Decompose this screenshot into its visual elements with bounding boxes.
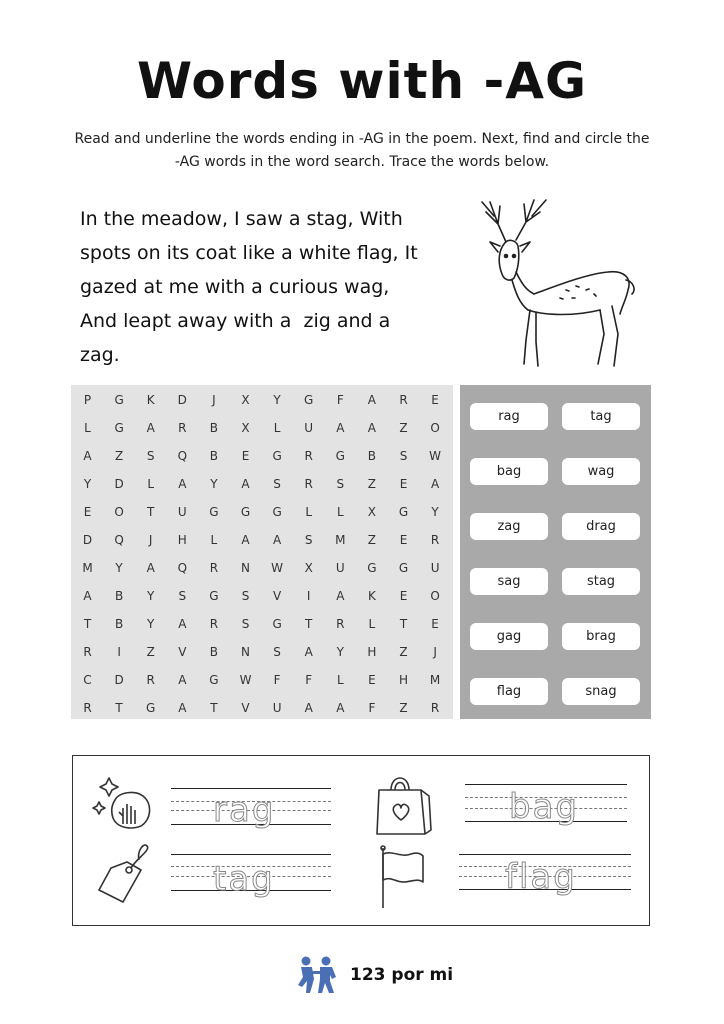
grid-letter[interactable]: R [430, 533, 440, 547]
grid-letter[interactable]: A [83, 589, 92, 603]
shopping-bag-icon [371, 768, 435, 838]
grid-letter[interactable]: A [241, 477, 250, 491]
grid-letter[interactable]: A [83, 449, 92, 463]
grid-letter[interactable]: S [178, 589, 187, 603]
grid-letter[interactable]: D [114, 477, 124, 491]
grid-letter[interactable]: U [177, 505, 187, 519]
grid-letter[interactable]: J [433, 645, 437, 659]
trace-word-tag: tag [213, 859, 275, 899]
grid-letter[interactable]: J [148, 533, 153, 547]
grid-letter[interactable]: E [83, 505, 92, 519]
flag-icon [377, 844, 425, 910]
grid-letter[interactable]: R [83, 701, 92, 715]
grid-letter[interactable]: R [146, 673, 155, 687]
grid-letter[interactable]: Y [431, 505, 439, 519]
grid-letter[interactable]: F [305, 673, 313, 687]
grid-letter[interactable]: A [336, 701, 345, 715]
grid-letter[interactable]: E [241, 449, 250, 463]
grid-letter[interactable]: A [178, 701, 187, 715]
word-bank-item: zag [470, 513, 548, 540]
grid-letter[interactable]: A [241, 533, 250, 547]
grid-letter[interactable]: A [146, 421, 155, 435]
grid-letter[interactable]: X [367, 505, 376, 519]
grid-letter[interactable]: E [431, 617, 439, 631]
grid-letter[interactable]: H [367, 645, 377, 659]
grid-letter[interactable]: F [273, 673, 281, 687]
grid-letter[interactable]: G [146, 701, 156, 715]
grid-letter[interactable]: L [273, 421, 281, 435]
grid-letter[interactable]: S [241, 617, 250, 631]
grid-letter[interactable]: V [241, 701, 250, 715]
grid-letter[interactable]: M [335, 533, 346, 547]
grid-letter[interactable]: B [209, 421, 218, 435]
grid-letter[interactable]: R [209, 617, 219, 631]
grid-letter[interactable]: A [178, 617, 187, 631]
grid-letter[interactable]: M [429, 673, 441, 687]
grid-letter[interactable]: A [178, 477, 187, 491]
word-bank-item: drag [562, 513, 640, 540]
grid-letter[interactable]: G [209, 673, 219, 687]
grid-letter[interactable]: Y [336, 645, 344, 659]
grid-letter[interactable]: B [209, 645, 218, 659]
grid-letter[interactable]: Y [210, 477, 218, 491]
grid-letter[interactable]: W [239, 673, 252, 687]
grid-letter[interactable]: D [82, 533, 93, 547]
grid-letter[interactable]: S [273, 477, 281, 491]
grid-letter[interactable]: R [399, 393, 408, 407]
grid-letter[interactable]: S [304, 533, 313, 547]
grid-letter[interactable]: N [241, 561, 250, 575]
grid-letter[interactable]: A [304, 701, 313, 715]
grid-letter[interactable]: O [430, 589, 440, 603]
grid-letter[interactable]: L [368, 617, 376, 631]
grid-letter[interactable]: A [430, 477, 440, 491]
grid-letter[interactable]: Z [146, 645, 155, 659]
grid-letter[interactable]: G [209, 589, 219, 603]
grid-letter[interactable]: G [114, 421, 124, 435]
grid-letter[interactable]: S [336, 477, 345, 491]
grid-letter[interactable]: B [367, 449, 376, 463]
grid-letter[interactable]: Z [399, 421, 408, 435]
grid-letter[interactable]: B [114, 589, 124, 603]
grid-letter[interactable]: A [336, 421, 345, 435]
grid-letter[interactable]: R [430, 701, 440, 715]
grid-letter[interactable]: X [241, 421, 250, 435]
word-bank-item: flag [470, 678, 548, 705]
poem-line: spots on its coat like a white flag, It [80, 242, 418, 264]
grid-letter[interactable]: Z [367, 477, 376, 491]
grid-letter[interactable]: A [336, 589, 345, 603]
grid-letter[interactable]: D [114, 673, 124, 687]
grid-letter[interactable]: R [304, 477, 313, 491]
deer-illustration [476, 194, 638, 372]
brand-name: 123 por mi [350, 965, 454, 985]
grid-letter[interactable]: N [241, 645, 250, 659]
grid-letter[interactable]: S [273, 645, 281, 659]
grid-letter[interactable]: X [241, 393, 250, 407]
grid-letter[interactable]: F [336, 393, 344, 407]
kids-logo-icon [294, 955, 340, 995]
grid-letter[interactable]: S [399, 449, 408, 463]
grid-letter[interactable]: T [305, 617, 313, 631]
grid-letter[interactable]: R [209, 561, 219, 575]
grid-letter[interactable]: H [398, 673, 409, 687]
page-title: Words with -AG [136, 52, 588, 110]
grid-letter[interactable]: Y [273, 393, 281, 407]
price-tag-icon [93, 844, 153, 908]
grid-letter[interactable]: A [178, 673, 187, 687]
grid-letter[interactable]: L [305, 505, 313, 519]
grid-letter[interactable]: U [304, 421, 314, 435]
grid-letter[interactable]: G [114, 393, 124, 407]
grid-letter[interactable]: A [367, 421, 376, 435]
cleaning-cloth-icon [87, 772, 157, 832]
word-bank-item: sag [470, 568, 548, 595]
grid-letter[interactable]: Q [177, 449, 188, 463]
grid-letter[interactable]: L [336, 505, 344, 519]
poem-line: In the meadow, I saw a stag, With [80, 208, 403, 230]
grid-letter[interactable]: E [399, 477, 408, 491]
grid-letter[interactable]: U [335, 561, 345, 575]
grid-letter[interactable]: Y [147, 589, 155, 603]
grid-letter[interactable]: C [83, 673, 92, 687]
grid-letter[interactable]: J [212, 393, 216, 407]
grid-letter[interactable]: L [147, 477, 155, 491]
grid-letter[interactable]: Z [399, 645, 408, 659]
grid-letter[interactable]: Y [83, 477, 92, 491]
grid-letter[interactable]: W [271, 561, 284, 575]
grid-letter[interactable]: I [306, 589, 311, 603]
grid-letter[interactable]: R [83, 645, 92, 659]
grid-letter[interactable]: X [304, 561, 313, 575]
poem-line: zag. [80, 344, 120, 366]
grid-letter[interactable]: Y [147, 617, 155, 631]
grid-letter[interactable]: Q [177, 561, 188, 575]
poem-line: gazed at me with a curious wag, [80, 276, 390, 298]
grid-letter[interactable]: T [399, 617, 408, 631]
trace-word-bag: bag [509, 787, 579, 827]
grid-letter[interactable]: A [272, 533, 282, 547]
grid-letter[interactable]: L [336, 673, 344, 687]
grid-letter[interactable]: B [114, 617, 124, 631]
grid-letter[interactable]: T [115, 701, 123, 715]
word-bank-item: brag [562, 623, 640, 650]
grid-letter[interactable]: A [367, 393, 376, 407]
grid-letter[interactable]: P [83, 393, 92, 407]
grid-letter[interactable]: E [431, 393, 439, 407]
grid-letter[interactable]: U [272, 701, 282, 715]
poem [80, 202, 460, 372]
grid-letter[interactable]: O [114, 505, 124, 519]
grid-letter[interactable]: G [209, 505, 219, 519]
grid-letter[interactable]: Z [114, 449, 124, 463]
grid-letter[interactable]: A [304, 645, 313, 659]
word-bank-item: wag [562, 458, 640, 485]
grid-letter[interactable]: F [368, 701, 376, 715]
grid-letter[interactable]: U [430, 561, 440, 575]
grid-letter[interactable]: Z [367, 533, 376, 547]
word-search-grid [71, 385, 453, 719]
grid-letter[interactable]: K [367, 589, 376, 603]
grid-letter[interactable]: T [83, 617, 92, 631]
word-bank-item: stag [562, 568, 640, 595]
grid-letter[interactable]: G [272, 505, 282, 519]
grid-letter[interactable]: T [210, 701, 218, 715]
grid-letter[interactable]: G [240, 505, 251, 519]
word-bank-item: gag [470, 623, 548, 650]
grid-letter[interactable]: S [241, 589, 250, 603]
grid-letter[interactable]: B [209, 449, 218, 463]
grid-letter[interactable]: V [178, 645, 187, 659]
grid-letter[interactable]: H [177, 533, 187, 547]
grid-letter[interactable]: V [272, 589, 282, 603]
tracing-section [72, 755, 650, 926]
grid-letter[interactable]: D [177, 393, 187, 407]
grid-letter[interactable]: O [430, 421, 440, 435]
word-bank-item: bag [470, 458, 548, 485]
grid-letter[interactable]: G [398, 505, 409, 519]
grid-letter[interactable]: G [304, 393, 314, 407]
grid-letter[interactable]: R [336, 617, 345, 631]
grid-letter[interactable]: T [147, 505, 155, 519]
trace-word-rag: rag [213, 790, 276, 830]
grid-letter[interactable]: W [429, 449, 442, 463]
grid-letter[interactable]: R [178, 421, 187, 435]
grid-letter[interactable]: L [210, 533, 218, 547]
footer-brand [294, 955, 453, 995]
grid-letter[interactable]: S [146, 449, 155, 463]
grid-letter[interactable]: M [82, 561, 93, 575]
grid-letter[interactable]: E [399, 589, 408, 603]
word-bank-item: snag [562, 678, 640, 705]
word-bank-item: rag [470, 403, 548, 430]
grid-letter[interactable]: Y [115, 561, 123, 575]
instructions: Read and underline the words ending in -AG in the poem. Next, find and circle the -AG words in the word search. Trace the words below. [74, 131, 650, 170]
grid-letter[interactable]: E [368, 673, 376, 687]
grid-letter[interactable]: G [398, 561, 409, 575]
word-bank [460, 385, 651, 719]
grid-letter[interactable]: Z [399, 701, 408, 715]
trace-word-flag: flag [505, 857, 577, 897]
grid-letter[interactable]: L [84, 421, 91, 435]
grid-letter[interactable]: G [272, 449, 282, 463]
grid-letter[interactable]: K [146, 393, 155, 407]
poem-line: And leapt away with a zig and a [80, 310, 391, 332]
grid-letter[interactable]: Q [114, 533, 124, 547]
grid-letter[interactable]: E [399, 533, 408, 547]
grid-letter[interactable]: A [146, 561, 155, 575]
grid-letter[interactable]: G [272, 617, 282, 631]
grid-letter[interactable]: I [117, 645, 121, 659]
grid-letter[interactable]: G [367, 561, 377, 575]
grid-letter[interactable]: G [335, 449, 345, 463]
word-bank-item: tag [562, 403, 640, 430]
grid-letter[interactable]: R [304, 449, 313, 463]
